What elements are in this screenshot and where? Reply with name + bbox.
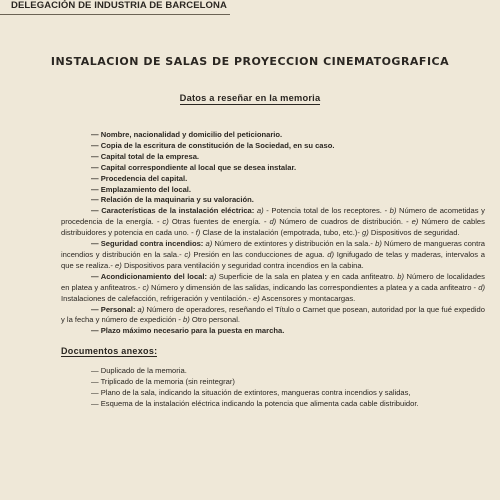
electrica-section: — Características de la instalación eléctrica: a) - Potencia total de los receptores. - b) Número de acometidas y procedencia de la energía. - c) Otras fuentes de energía. - d) Número de cuadros de distribución. - e) Número de cables distribuidores y potencia en cada uno. - f) Clase de la instalación (empotrada, tubo, etc.)- g) Dispositivos de seguridad. — [61, 206, 485, 238]
list-item: — Capital correspondiente al local que se desea instalar. — [91, 162, 297, 172]
seguridad-section: — Seguridad contra incendios: a) Número de extintores y distribución en la sala.- b) Número de mangueras contra incendios y distribución en la sala.- c) Presión en las conducciones de agua. d) Ignifugado de telas y maderas, intervalos a que se realiza.- e) Dispositivos para ventilación y seguridad contra incendios en la cabina. — [61, 239, 485, 270]
doc-item: — Esquema de la instalación eléctrica indicando la potencia que alimenta cada cable distribuidor. — [91, 398, 419, 408]
list-item: — Nombre, nacionalidad y domicilio del peticionario. — [91, 130, 283, 139]
doc-item: — Plano de la sala, indicando la situación de extintores, mangueras contra incendios y salidas, — [91, 387, 411, 397]
list-item: — Emplazamiento del local. — [91, 184, 192, 194]
plazo-item: — Plazo máximo necesario para la puesta en marcha. — [91, 326, 285, 336]
doc-item: — Triplicado de la memoria (sin reintegrar) — [91, 377, 235, 387]
list-item: — Relación de la maquinaria y su valoración. — [91, 195, 254, 205]
personal-section: — Personal: a) Número de operadores, reseñando el Título o Carnet que posean, autoridad por la que fué expedido y la fecha y número de expedición - b) Otro personal. — [61, 304, 485, 325]
document-title: INSTALACION DE SALAS DE PROYECCION CINEMATOGRAFICA — [50, 55, 450, 68]
list-item: — Capital total de la empresa. — [91, 151, 200, 161]
acondicionamiento-section: — Acondicionamiento del local: a) Superficie de la sala en platea y en cada anfiteatro. b) Número de localidades en platea y anfiteatros.- c) Número y dimensión de las salidas, indicando las correspondientes a platea y a cada anfiteatro - d) Instalaciones de calefacción, refrigeración y ventilación.- e) Ascensores y montacargas. — [61, 271, 485, 303]
docs-heading: Documentos anexos: — [61, 346, 158, 357]
memoria-body — [61, 130, 485, 410]
letterhead-rule — [0, 14, 230, 15]
list-item: — Procedencia del capital. — [91, 173, 188, 183]
list-item: — Copia de la escritura de constitución de la Sociedad, en su caso. — [91, 140, 335, 150]
letterhead: DELEGACIÓN DE INDUSTRIA DE BARCELONA — [11, 0, 227, 11]
doc-item: — Duplicado de la memoria. — [91, 366, 187, 376]
document-subtitle: Datos a reseñar en la memoria — [179, 93, 321, 103]
